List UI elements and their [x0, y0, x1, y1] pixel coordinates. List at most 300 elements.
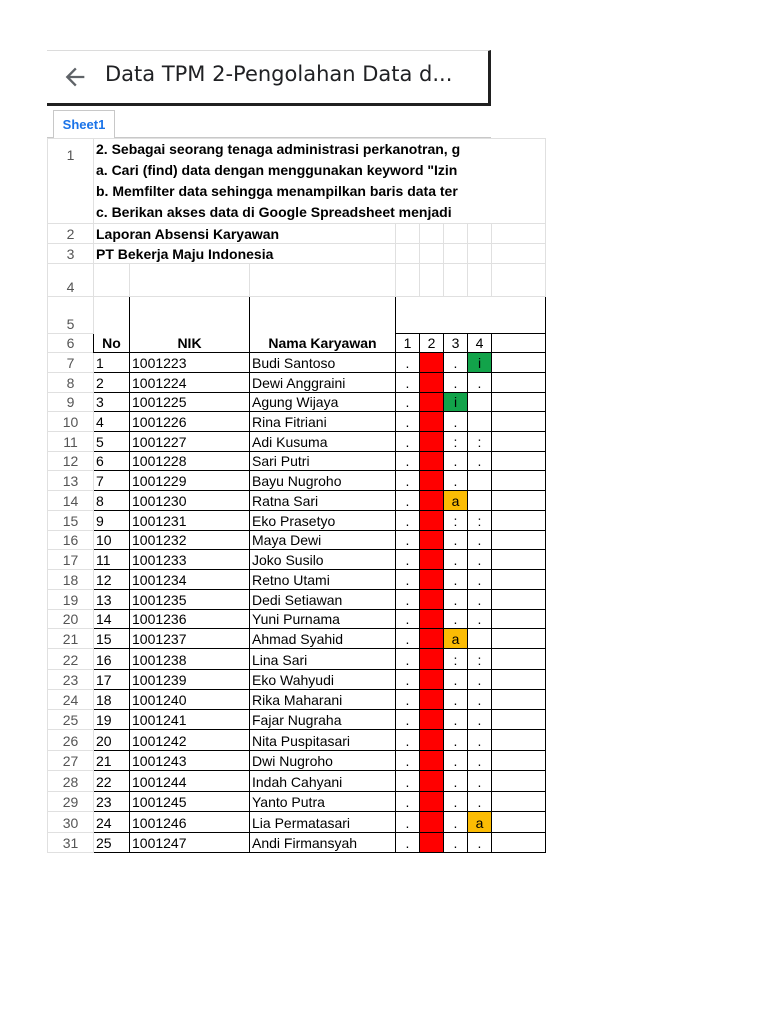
table-row: [48, 451, 546, 471]
attendance-cell[interactable]: [420, 392, 444, 412]
attendance-cell[interactable]: .: [396, 751, 420, 771]
cell-no[interactable]: 14: [94, 609, 130, 629]
cell-no[interactable]: 2: [94, 372, 130, 392]
attendance-cell[interactable]: :: [468, 649, 492, 670]
attendance-cell[interactable]: [420, 589, 444, 609]
row-header: 12: [48, 451, 94, 471]
row-header: 15: [48, 510, 94, 530]
attendance-cell[interactable]: :: [444, 649, 468, 670]
app-bar: [47, 50, 491, 106]
attendance-cell[interactable]: .: [444, 451, 468, 471]
attendance-cell[interactable]: [420, 570, 444, 590]
cell[interactable]: [420, 224, 444, 244]
cell-nik[interactable]: 1001247: [130, 833, 250, 853]
cell-nama[interactable]: Rika Maharani: [250, 690, 396, 710]
attendance-cell[interactable]: .: [396, 510, 420, 530]
cell-nik[interactable]: 1001240: [130, 690, 250, 710]
attendance-cell[interactable]: .: [468, 730, 492, 751]
attendance-cell[interactable]: .: [468, 751, 492, 771]
cell-nama[interactable]: Bayu Nugroho: [250, 471, 396, 491]
attendance-cell[interactable]: [420, 510, 444, 530]
cell[interactable]: [492, 263, 546, 296]
column-header-nama[interactable]: Nama Karyawan: [250, 296, 396, 353]
attendance-cell[interactable]: .: [396, 649, 420, 670]
attendance-cell[interactable]: .: [444, 690, 468, 710]
attendance-cell[interactable]: .: [396, 471, 420, 491]
row-header: 31: [48, 833, 94, 853]
cell-no[interactable]: 7: [94, 471, 130, 491]
attendance-cell[interactable]: .: [396, 690, 420, 710]
attendance-cell[interactable]: [420, 649, 444, 670]
column-header-no[interactable]: No: [94, 296, 130, 353]
attendance-cell[interactable]: .: [444, 771, 468, 792]
cell-no[interactable]: 15: [94, 629, 130, 649]
attendance-cell[interactable]: .: [468, 609, 492, 629]
attendance-cell[interactable]: [420, 550, 444, 570]
table-row: [48, 471, 546, 491]
cell-no[interactable]: 25: [94, 833, 130, 853]
cell-nik[interactable]: 1001229: [130, 471, 250, 491]
cell-no[interactable]: 21: [94, 751, 130, 771]
cell-nik[interactable]: 1001223: [130, 353, 250, 373]
attendance-cell[interactable]: [420, 670, 444, 690]
attendance-cell[interactable]: .: [396, 353, 420, 373]
cell[interactable]: [444, 263, 468, 296]
attendance-cell[interactable]: [468, 392, 492, 412]
row-header: 26: [48, 730, 94, 751]
document-title: Data TPM 2-Pengolahan Data d...: [105, 62, 453, 86]
attendance-cell[interactable]: i: [468, 353, 492, 373]
attendance-cell[interactable]: .: [444, 710, 468, 730]
cell-nik[interactable]: 1001230: [130, 491, 250, 511]
attendance-cell[interactable]: .: [396, 570, 420, 590]
table-row: [48, 491, 546, 511]
sheet-row: [48, 224, 546, 244]
cell-nama[interactable]: Andi Firmansyah: [250, 833, 396, 853]
attendance-cell[interactable]: .: [444, 471, 468, 491]
attendance-cell[interactable]: [420, 792, 444, 812]
cell[interactable]: [492, 451, 546, 471]
attendance-cell[interactable]: .: [396, 609, 420, 629]
cell[interactable]: [492, 771, 546, 792]
cell-nama[interactable]: Eko Wahyudi: [250, 670, 396, 690]
attendance-cell[interactable]: .: [444, 570, 468, 590]
cell-nik[interactable]: 1001237: [130, 629, 250, 649]
cell[interactable]: [492, 629, 546, 649]
row-header: 17: [48, 550, 94, 570]
table-row: [48, 833, 546, 853]
cell-no[interactable]: 23: [94, 792, 130, 812]
day-number[interactable]: 1: [396, 333, 420, 353]
row-header: 5: [48, 296, 94, 333]
table-row: [48, 431, 546, 451]
cell[interactable]: [492, 530, 546, 550]
row-header: 22: [48, 649, 94, 670]
row-header: 6: [48, 333, 94, 353]
row-header: 1: [48, 139, 94, 224]
row-header: 14: [48, 491, 94, 511]
cell-no[interactable]: 3: [94, 392, 130, 412]
cell-nik[interactable]: 1001244: [130, 771, 250, 792]
cell[interactable]: [492, 372, 546, 392]
attendance-cell[interactable]: .: [468, 550, 492, 570]
cell-nama[interactable]: Rina Fitriani: [250, 412, 396, 432]
row-header: 7: [48, 353, 94, 373]
row-header: 11: [48, 431, 94, 451]
cell-nama[interactable]: Dwi Nugroho: [250, 751, 396, 771]
cell-nama[interactable]: Lina Sari: [250, 649, 396, 670]
attendance-cell[interactable]: [420, 412, 444, 432]
cell[interactable]: [396, 263, 420, 296]
attendance-cell[interactable]: [420, 353, 444, 373]
cell-nik[interactable]: 1001235: [130, 589, 250, 609]
cell-no[interactable]: 17: [94, 670, 130, 690]
attendance-cell[interactable]: .: [444, 730, 468, 751]
cell[interactable]: [492, 710, 546, 730]
cell-no[interactable]: 6: [94, 451, 130, 471]
attendance-cell[interactable]: [420, 471, 444, 491]
attendance-cell[interactable]: .: [396, 412, 420, 432]
cell[interactable]: [444, 243, 468, 263]
day-number[interactable]: 4: [468, 333, 492, 353]
cell[interactable]: [492, 392, 546, 412]
attendance-cell[interactable]: .: [396, 451, 420, 471]
cell[interactable]: [396, 224, 420, 244]
sheet-table: [47, 138, 546, 853]
row-header: 25: [48, 710, 94, 730]
cell[interactable]: [492, 570, 546, 590]
attendance-cell[interactable]: .: [468, 792, 492, 812]
attendance-cell[interactable]: .: [444, 609, 468, 629]
attendance-cell[interactable]: :: [468, 510, 492, 530]
attendance-cell[interactable]: .: [444, 530, 468, 550]
row-header: 30: [48, 812, 94, 833]
cell-nik[interactable]: 1001227: [130, 431, 250, 451]
attendance-cell[interactable]: [420, 609, 444, 629]
instruction-line: c. Berikan akses data di Google Spreadsheet menjadi: [96, 204, 452, 220]
attendance-cell[interactable]: [468, 491, 492, 511]
cell-nik[interactable]: 1001239: [130, 670, 250, 690]
attendance-cell[interactable]: .: [444, 751, 468, 771]
cell-nama[interactable]: Fajar Nugraha: [250, 710, 396, 730]
attendance-cell[interactable]: .: [444, 812, 468, 833]
back-arrow-icon[interactable]: [61, 63, 89, 91]
cell[interactable]: [492, 609, 546, 629]
attendance-cell[interactable]: .: [444, 412, 468, 432]
tab-sheet1[interactable]: Sheet1: [53, 110, 115, 139]
table-row: [48, 792, 546, 812]
spreadsheet-grid[interactable]: [47, 138, 492, 851]
cell-nama[interactable]: Joko Susilo: [250, 550, 396, 570]
cell-nik[interactable]: 1001233: [130, 550, 250, 570]
attendance-cell[interactable]: .: [396, 710, 420, 730]
cell-nik[interactable]: 1001232: [130, 530, 250, 550]
attendance-cell[interactable]: .: [468, 710, 492, 730]
attendance-cell[interactable]: .: [444, 833, 468, 853]
cell[interactable]: [492, 670, 546, 690]
table-row: [48, 670, 546, 690]
attendance-cell[interactable]: [420, 710, 444, 730]
cell-no[interactable]: 16: [94, 649, 130, 670]
cell[interactable]: [492, 812, 546, 833]
cell[interactable]: [250, 263, 396, 296]
row-header: 23: [48, 670, 94, 690]
table-row: [48, 353, 546, 373]
row-header: 8: [48, 372, 94, 392]
cell[interactable]: [492, 589, 546, 609]
cell[interactable]: [492, 224, 546, 244]
row-header: 27: [48, 751, 94, 771]
cell-nama[interactable]: Sari Putri: [250, 451, 396, 471]
row-header: 10: [48, 412, 94, 432]
cell[interactable]: [492, 550, 546, 570]
table-row: [48, 649, 546, 670]
row-header: 28: [48, 771, 94, 792]
cell-nik[interactable]: 1001243: [130, 751, 250, 771]
attendance-cell[interactable]: .: [444, 353, 468, 373]
cell[interactable]: [492, 333, 546, 353]
sheet-row: [48, 296, 546, 333]
sheet-row: [48, 263, 546, 296]
cell-nik[interactable]: 1001228: [130, 451, 250, 471]
instruction-line: b. Memfilter data sehingga menampilkan baris data ter: [96, 183, 458, 199]
row-header: 19: [48, 589, 94, 609]
cell-nik[interactable]: 1001225: [130, 392, 250, 412]
cell[interactable]: [468, 263, 492, 296]
attendance-cell[interactable]: .: [444, 589, 468, 609]
table-row: [48, 812, 546, 833]
cell[interactable]: [492, 510, 546, 530]
attendance-cell[interactable]: .: [396, 530, 420, 550]
row-header: 4: [48, 263, 94, 296]
table-row: [48, 510, 546, 530]
cell-nik[interactable]: 1001241: [130, 710, 250, 730]
attendance-cell[interactable]: [420, 372, 444, 392]
sheet-row: [48, 243, 546, 263]
attendance-cell[interactable]: .: [444, 670, 468, 690]
attendance-cell[interactable]: [420, 491, 444, 511]
attendance-cell[interactable]: .: [396, 833, 420, 853]
cell-nik[interactable]: 1001234: [130, 570, 250, 590]
row-header: 20: [48, 609, 94, 629]
cell[interactable]: [492, 833, 546, 853]
attendance-cell[interactable]: [420, 629, 444, 649]
cell-nama[interactable]: Adi Kusuma: [250, 431, 396, 451]
cell[interactable]: [492, 471, 546, 491]
attendance-cell[interactable]: :: [468, 431, 492, 451]
attendance-cell[interactable]: [468, 471, 492, 491]
attendance-cell[interactable]: :: [444, 510, 468, 530]
instruction-line: a. Cari (find) data dengan menggunakan keyword "Izin: [96, 162, 458, 178]
attendance-cell[interactable]: [420, 530, 444, 550]
table-row: [48, 589, 546, 609]
attendance-cell[interactable]: .: [468, 670, 492, 690]
cell-nik[interactable]: 1001236: [130, 609, 250, 629]
company-name[interactable]: PT Bekerja Maju Indonesia: [94, 243, 396, 263]
table-row: [48, 412, 546, 432]
cell-nama[interactable]: Retno Utami: [250, 570, 396, 590]
attendance-cell[interactable]: .: [396, 372, 420, 392]
cell-nama[interactable]: Lia Permatasari: [250, 812, 396, 833]
cell[interactable]: [492, 491, 546, 511]
cell-no[interactable]: 11: [94, 550, 130, 570]
attendance-cell[interactable]: [468, 412, 492, 432]
table-row: [48, 629, 546, 649]
attendance-cell[interactable]: .: [396, 629, 420, 649]
attendance-cell[interactable]: .: [468, 530, 492, 550]
attendance-cell[interactable]: .: [468, 372, 492, 392]
cell-no[interactable]: 24: [94, 812, 130, 833]
attendance-cell[interactable]: a: [468, 812, 492, 833]
attendance-cell[interactable]: .: [444, 792, 468, 812]
cell[interactable]: [492, 751, 546, 771]
cell[interactable]: [492, 690, 546, 710]
attendance-cell[interactable]: .: [396, 730, 420, 751]
cell[interactable]: [396, 243, 420, 263]
attendance-cell[interactable]: [420, 751, 444, 771]
cell-no[interactable]: 8: [94, 491, 130, 511]
cell[interactable]: [94, 263, 130, 296]
cell-no[interactable]: 10: [94, 530, 130, 550]
cell-nik[interactable]: 1001238: [130, 649, 250, 670]
day-number[interactable]: 3: [444, 333, 468, 353]
attendance-cell[interactable]: .: [444, 550, 468, 570]
cell[interactable]: [492, 792, 546, 812]
row-header: 24: [48, 690, 94, 710]
cell-no[interactable]: 9: [94, 510, 130, 530]
instruction-line: 2. Sebagai seorang tenaga administrasi perkanotran, g: [96, 141, 461, 157]
attendance-cell[interactable]: .: [396, 550, 420, 570]
cell-nik[interactable]: 1001226: [130, 412, 250, 432]
attendance-cell[interactable]: .: [468, 690, 492, 710]
table-row: [48, 690, 546, 710]
cell-no[interactable]: 22: [94, 771, 130, 792]
sheet-row: [48, 139, 546, 224]
cell-nik[interactable]: 1001246: [130, 812, 250, 833]
attendance-cell[interactable]: .: [396, 792, 420, 812]
cell-no[interactable]: 13: [94, 589, 130, 609]
attendance-cell[interactable]: .: [396, 771, 420, 792]
attendance-cell[interactable]: .: [396, 589, 420, 609]
attendance-cell[interactable]: [468, 629, 492, 649]
attendance-cell[interactable]: .: [396, 431, 420, 451]
column-header-nik[interactable]: NIK: [130, 296, 250, 353]
attendance-cell[interactable]: .: [444, 372, 468, 392]
table-row: [48, 372, 546, 392]
attendance-cell[interactable]: [420, 690, 444, 710]
cell-nama[interactable]: Yuni Purnama: [250, 609, 396, 629]
cell[interactable]: [492, 353, 546, 373]
cell-no[interactable]: 1: [94, 353, 130, 373]
cell-nama[interactable]: Ahmad Syahid: [250, 629, 396, 649]
attendance-cell[interactable]: [420, 730, 444, 751]
attendance-cell[interactable]: a: [444, 491, 468, 511]
cell-nama[interactable]: Dedi Setiawan: [250, 589, 396, 609]
cell-nama[interactable]: Nita Puspitasari: [250, 730, 396, 751]
cell-nik[interactable]: 1001245: [130, 792, 250, 812]
row-header: 2: [48, 224, 94, 244]
cell[interactable]: [420, 263, 444, 296]
report-title[interactable]: Laporan Absensi Karyawan: [94, 224, 396, 244]
cell-nik[interactable]: 1001224: [130, 372, 250, 392]
cell-no[interactable]: 20: [94, 730, 130, 751]
attendance-cell[interactable]: [420, 771, 444, 792]
cell-no[interactable]: 12: [94, 570, 130, 590]
cell[interactable]: [468, 224, 492, 244]
row-header: 3: [48, 243, 94, 263]
sheet-tab-bar: [47, 106, 491, 138]
cell[interactable]: [420, 243, 444, 263]
cell[interactable]: [492, 243, 546, 263]
attendance-cell[interactable]: .: [468, 570, 492, 590]
table-row: [48, 710, 546, 730]
cell-no[interactable]: 18: [94, 690, 130, 710]
attendance-cell[interactable]: [420, 833, 444, 853]
attendance-cell[interactable]: .: [468, 833, 492, 853]
cell[interactable]: [492, 431, 546, 451]
cell-no[interactable]: 4: [94, 412, 130, 432]
table-row: [48, 730, 546, 751]
cell-nama[interactable]: Dewi Anggraini: [250, 372, 396, 392]
table-row: [48, 751, 546, 771]
cell-nama[interactable]: Indah Cahyani: [250, 771, 396, 792]
attendance-cell[interactable]: .: [396, 392, 420, 412]
row-header: 21: [48, 629, 94, 649]
attendance-cell[interactable]: :: [444, 431, 468, 451]
cell-no[interactable]: 5: [94, 431, 130, 451]
row-header: 18: [48, 570, 94, 590]
cell[interactable]: [492, 649, 546, 670]
attendance-cell[interactable]: .: [468, 589, 492, 609]
table-row: [48, 609, 546, 629]
cell-nama[interactable]: Ratna Sari: [250, 491, 396, 511]
cell-nama[interactable]: Agung Wijaya: [250, 392, 396, 412]
row-header: 9: [48, 392, 94, 412]
row-header: 16: [48, 530, 94, 550]
cell-nama[interactable]: Yanto Putra: [250, 792, 396, 812]
cell[interactable]: [130, 263, 250, 296]
cell-nama[interactable]: Eko Prasetyo: [250, 510, 396, 530]
cell[interactable]: [444, 224, 468, 244]
cell-no[interactable]: 19: [94, 710, 130, 730]
cell-nama[interactable]: Budi Santoso: [250, 353, 396, 373]
cell-nik[interactable]: 1001242: [130, 730, 250, 751]
day-number[interactable]: 2: [420, 333, 444, 353]
attendance-cell[interactable]: .: [396, 812, 420, 833]
attendance-header[interactable]: [396, 296, 546, 333]
attendance-cell[interactable]: .: [396, 491, 420, 511]
attendance-cell[interactable]: i: [444, 392, 468, 412]
instruction-cell[interactable]: [94, 139, 546, 224]
attendance-cell[interactable]: .: [468, 771, 492, 792]
row-header: 29: [48, 792, 94, 812]
table-row: [48, 530, 546, 550]
table-row: [48, 550, 546, 570]
cell-nama[interactable]: Maya Dewi: [250, 530, 396, 550]
attendance-cell[interactable]: a: [444, 629, 468, 649]
cell-nik[interactable]: 1001231: [130, 510, 250, 530]
cell[interactable]: [468, 243, 492, 263]
attendance-cell[interactable]: .: [468, 451, 492, 471]
attendance-cell[interactable]: .: [396, 670, 420, 690]
cell[interactable]: [492, 412, 546, 432]
table-row: [48, 570, 546, 590]
cell[interactable]: [492, 730, 546, 751]
attendance-cell[interactable]: [420, 812, 444, 833]
attendance-cell[interactable]: [420, 431, 444, 451]
table-row: [48, 771, 546, 792]
attendance-cell[interactable]: [420, 451, 444, 471]
